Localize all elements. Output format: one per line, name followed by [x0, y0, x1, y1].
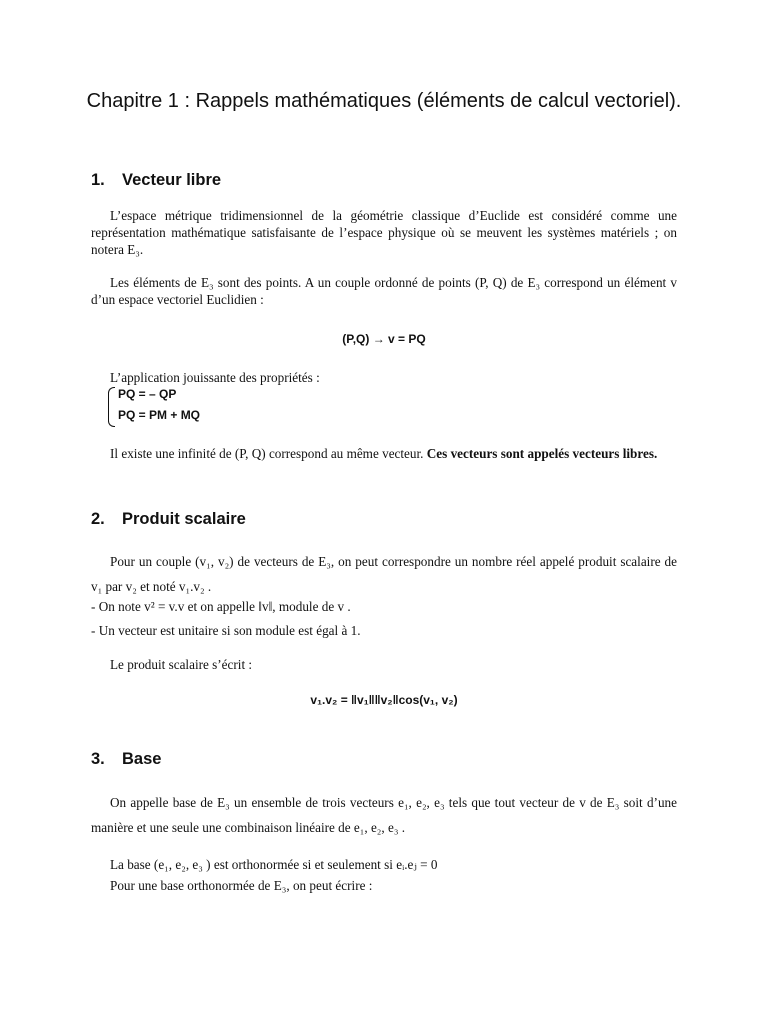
- paragraph: La base (e₁, e₂, e₃ ) est orthonormée si et seulement si eᵢ.eⱼ = 0: [110, 857, 438, 872]
- page-title: Chapitre 1 : Rappels mathématiques (éléments de calcul vectoriel).: [86, 90, 682, 112]
- section-number: 1.: [91, 171, 105, 189]
- equation: (P,Q) → v = PQ: [342, 332, 426, 346]
- paragraph: On appelle base de E₃ un ensemble de trois vecteurs e₁, e₂, e₃ tels que tout vecteur de v de E₃ soit d’une manière et une seule une combinaison linéaire de e₁, e₂, e₃ .: [91, 795, 677, 835]
- section-heading-3: [91, 750, 161, 769]
- paragraph: Le produit scalaire s’écrit :: [110, 657, 253, 672]
- paragraph: [91, 445, 677, 462]
- paragraph: L’application jouissante des propriétés :: [110, 370, 320, 385]
- paragraph: L’espace métrique tridimensionnel de la géométrie classique d’Euclide est considéré comme une représentation mathématique satisfaisante de l’espace physique où se meuvent les systèmes matériels ; on notera E₃.: [91, 208, 677, 257]
- property-equation: PQ = – QP: [118, 387, 177, 401]
- section-title: Base: [122, 750, 162, 768]
- section-title: Produit scalaire: [122, 510, 246, 528]
- section-title: Vecteur libre: [122, 171, 222, 189]
- paragraph: - Un vecteur est unitaire si son module est égal à 1.: [91, 623, 361, 638]
- property-equation: PQ = PM + MQ: [118, 408, 201, 422]
- section-number: 3.: [91, 750, 105, 768]
- section-number: 2.: [91, 510, 105, 528]
- paragraph: Pour un couple (v₁, v₂) de vecteurs de E₃, on peut correspondre un nombre réel appelé produit scalaire de v₁ par v₂ et noté v₁.v₂ .: [91, 554, 677, 594]
- paragraph: - On note v² = v.v et on appelle ‖v‖, module de v .: [91, 599, 351, 614]
- brace-symbol: [108, 387, 115, 427]
- paragraph: Pour une base orthonormée de E₃, on peut écrire :: [110, 878, 373, 893]
- paragraph-bold-text: Ces vecteurs sont appelés vecteurs libres.: [426, 446, 658, 461]
- section-heading-2: [91, 510, 246, 529]
- paragraph-text: Il existe une infinité de (P, Q) correspond au même vecteur.: [110, 446, 424, 461]
- paragraph: Les éléments de E₃ sont des points. A un couple ordonné de points (P, Q) de E₃ correspond un élément v d’un espace vectoriel Euclidien :: [91, 275, 677, 307]
- section-heading-1: [91, 171, 221, 190]
- equation: v₁.v₂ = ‖v₁‖‖v₂‖cos(v₁, v₂): [310, 693, 458, 707]
